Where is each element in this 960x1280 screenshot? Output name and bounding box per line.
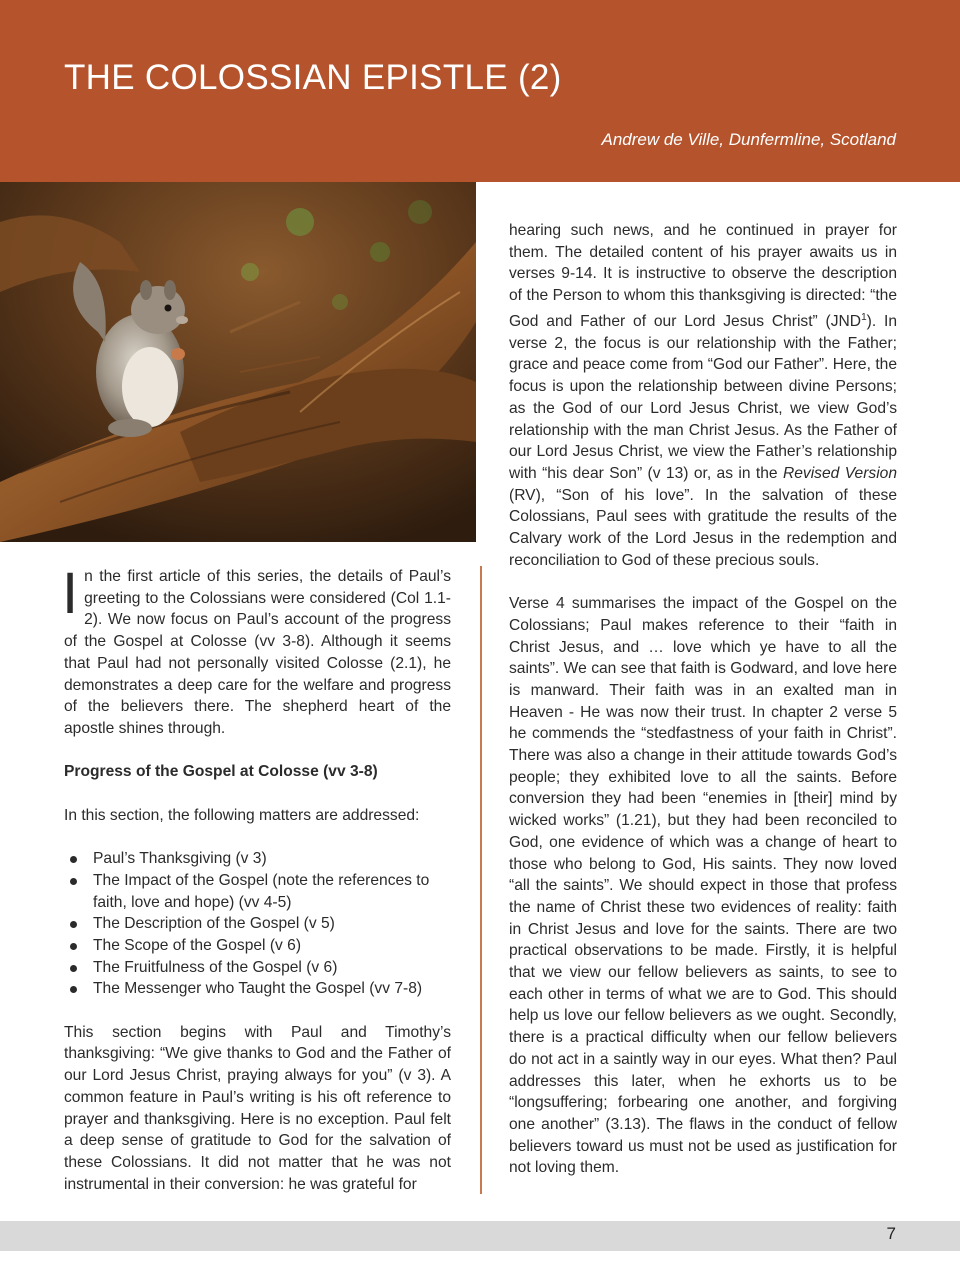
list-item: The Description of the Gospel (v 5) [64,913,451,935]
list-item: The Impact of the Gospel (note the references to faith, love and hope) (vv 4-5) [64,870,451,913]
footnote-marker: 1 [861,311,867,323]
list-item: Paul’s Thanksgiving (v 3) [64,848,451,870]
page-number: 7 [886,1224,896,1243]
section-heading: Progress of the Gospel at Colosse (vv 3-8) [64,763,378,781]
header-banner [0,0,960,182]
paragraph-2: Verse 4 summarises the impact of the Gospel on the Colossians; Paul makes reference to their “faith in Christ Jesus, and … love which ye have to all the saints”. We can see that faith is Godward, and love here is manward. Their faith was in an exalted man in Heaven - He was now their trust. In chapter 2 verse 5 he commends the “stedfastness of your faith in Christ”. There was also a change in their attitude towards God’s people; they exhibited love to all the saints. Before conversion they had been “enemies in [their] mind by wicked works” (1.21), but they had been reconciled to God, one evidence of which was a change of heart to those who belong to God, His saints. They now loved “all the saints”. We should expect in those that profess the name of Christ these two evidences of reality: faith in Christ Jesus and love for the saints. There are two practical observations to be made. Firstly, it is helpful that we view our fellow believers as saints, to see to each other in terms of what we are to God. This should help us love our fellow believers as we ought. Secondly, there is a practical difficulty when our fellow believers do not act in a saintly way in our eyes. What then? Paul addresses this later, when he exhorts us to be “longsuffering; forbearing one another, and forgiving one another” (3.13). The flaws in the conduct of fellow believers toward us must not be used as justification for not loving them. [509,595,897,1177]
topics-list [64,848,451,1000]
bullet-icon [70,921,77,928]
bullet-icon [70,856,77,863]
intro-text: n the first article of this series, the details of Paul’s greeting to the Colossians were considered (Col 1.1-2). We now focus on Paul’s account of the progress of the Gospel at Colosse (vv 3-8). Although it seems that Paul had not personally visited Colosse (2.1), he demonstrates a deep care for the welfare and progress of the believers there. The shepherd heart of the apostle shines through. [64,568,451,737]
bullet-icon [70,943,77,950]
bullet-icon [70,965,77,972]
squirrel-photo [0,182,476,542]
lead-in-text: In this section, the following matters are addressed: [64,806,420,824]
left-column [62,561,451,1195]
closing-paragraph: This section begins with Paul and Timothy’s thanksgiving: “We give thanks to God and the Father of our Lord Jesus Christ, praying always for you” (v 3). A common feature in Paul’s writing is his oft reference to prayer and thanksgiving. Here is no exception. Paul felt a deep sense of gratitude to God for the salvation of these Colossians. It did not matter that he was not instrumental in their conversion: he was grateful for [64,1023,451,1193]
paragraph-1: hearing such news, and he continued in prayer for them. The detailed content of his prayer awaits us in verses 9-14. It is instructive to observe the description of the Person to whom this thanksgiving is directed: “the God and Father of our Lord Jesus Christ” (JND$^1$). In verse 2, the focus is our relationship with the Father; grace and peace come from “God our Father”. Here, the focus is upon the relationship between divine Persons; as the God of our Lord Jesus Christ, we view God’s relationship with the man Christ Jesus. As the Father of our Lord Jesus Christ, we view the Father’s relationship with “his dear Son” (v 13) or, as in the Revised Version (RV), “Son of his love”. In the salvation of these Colossians, Paul sees with gratitude the results of the Calvary work of the Lord Jesus in the redemption and reconciliation to God of these precious souls. [509,222,897,569]
drop-cap: I [62,561,79,626]
list-item: The Scope of the Gospel (v 6) [64,935,451,957]
footer-bar [0,1221,960,1251]
author-byline: Andrew de Ville, Dunfermline, Scotland [601,130,896,149]
column-divider [480,566,482,1194]
list-item: The Fruitfulness of the Gospel (v 6) [64,957,451,979]
intro-paragraph [62,561,451,740]
right-column [509,220,897,1179]
list-item: The Messenger who Taught the Gospel (vv 7-8) [64,978,451,1000]
bullet-icon [70,878,77,885]
bullet-icon [70,986,77,993]
article-title: THE COLOSSIAN EPISTLE (2) [64,58,562,97]
